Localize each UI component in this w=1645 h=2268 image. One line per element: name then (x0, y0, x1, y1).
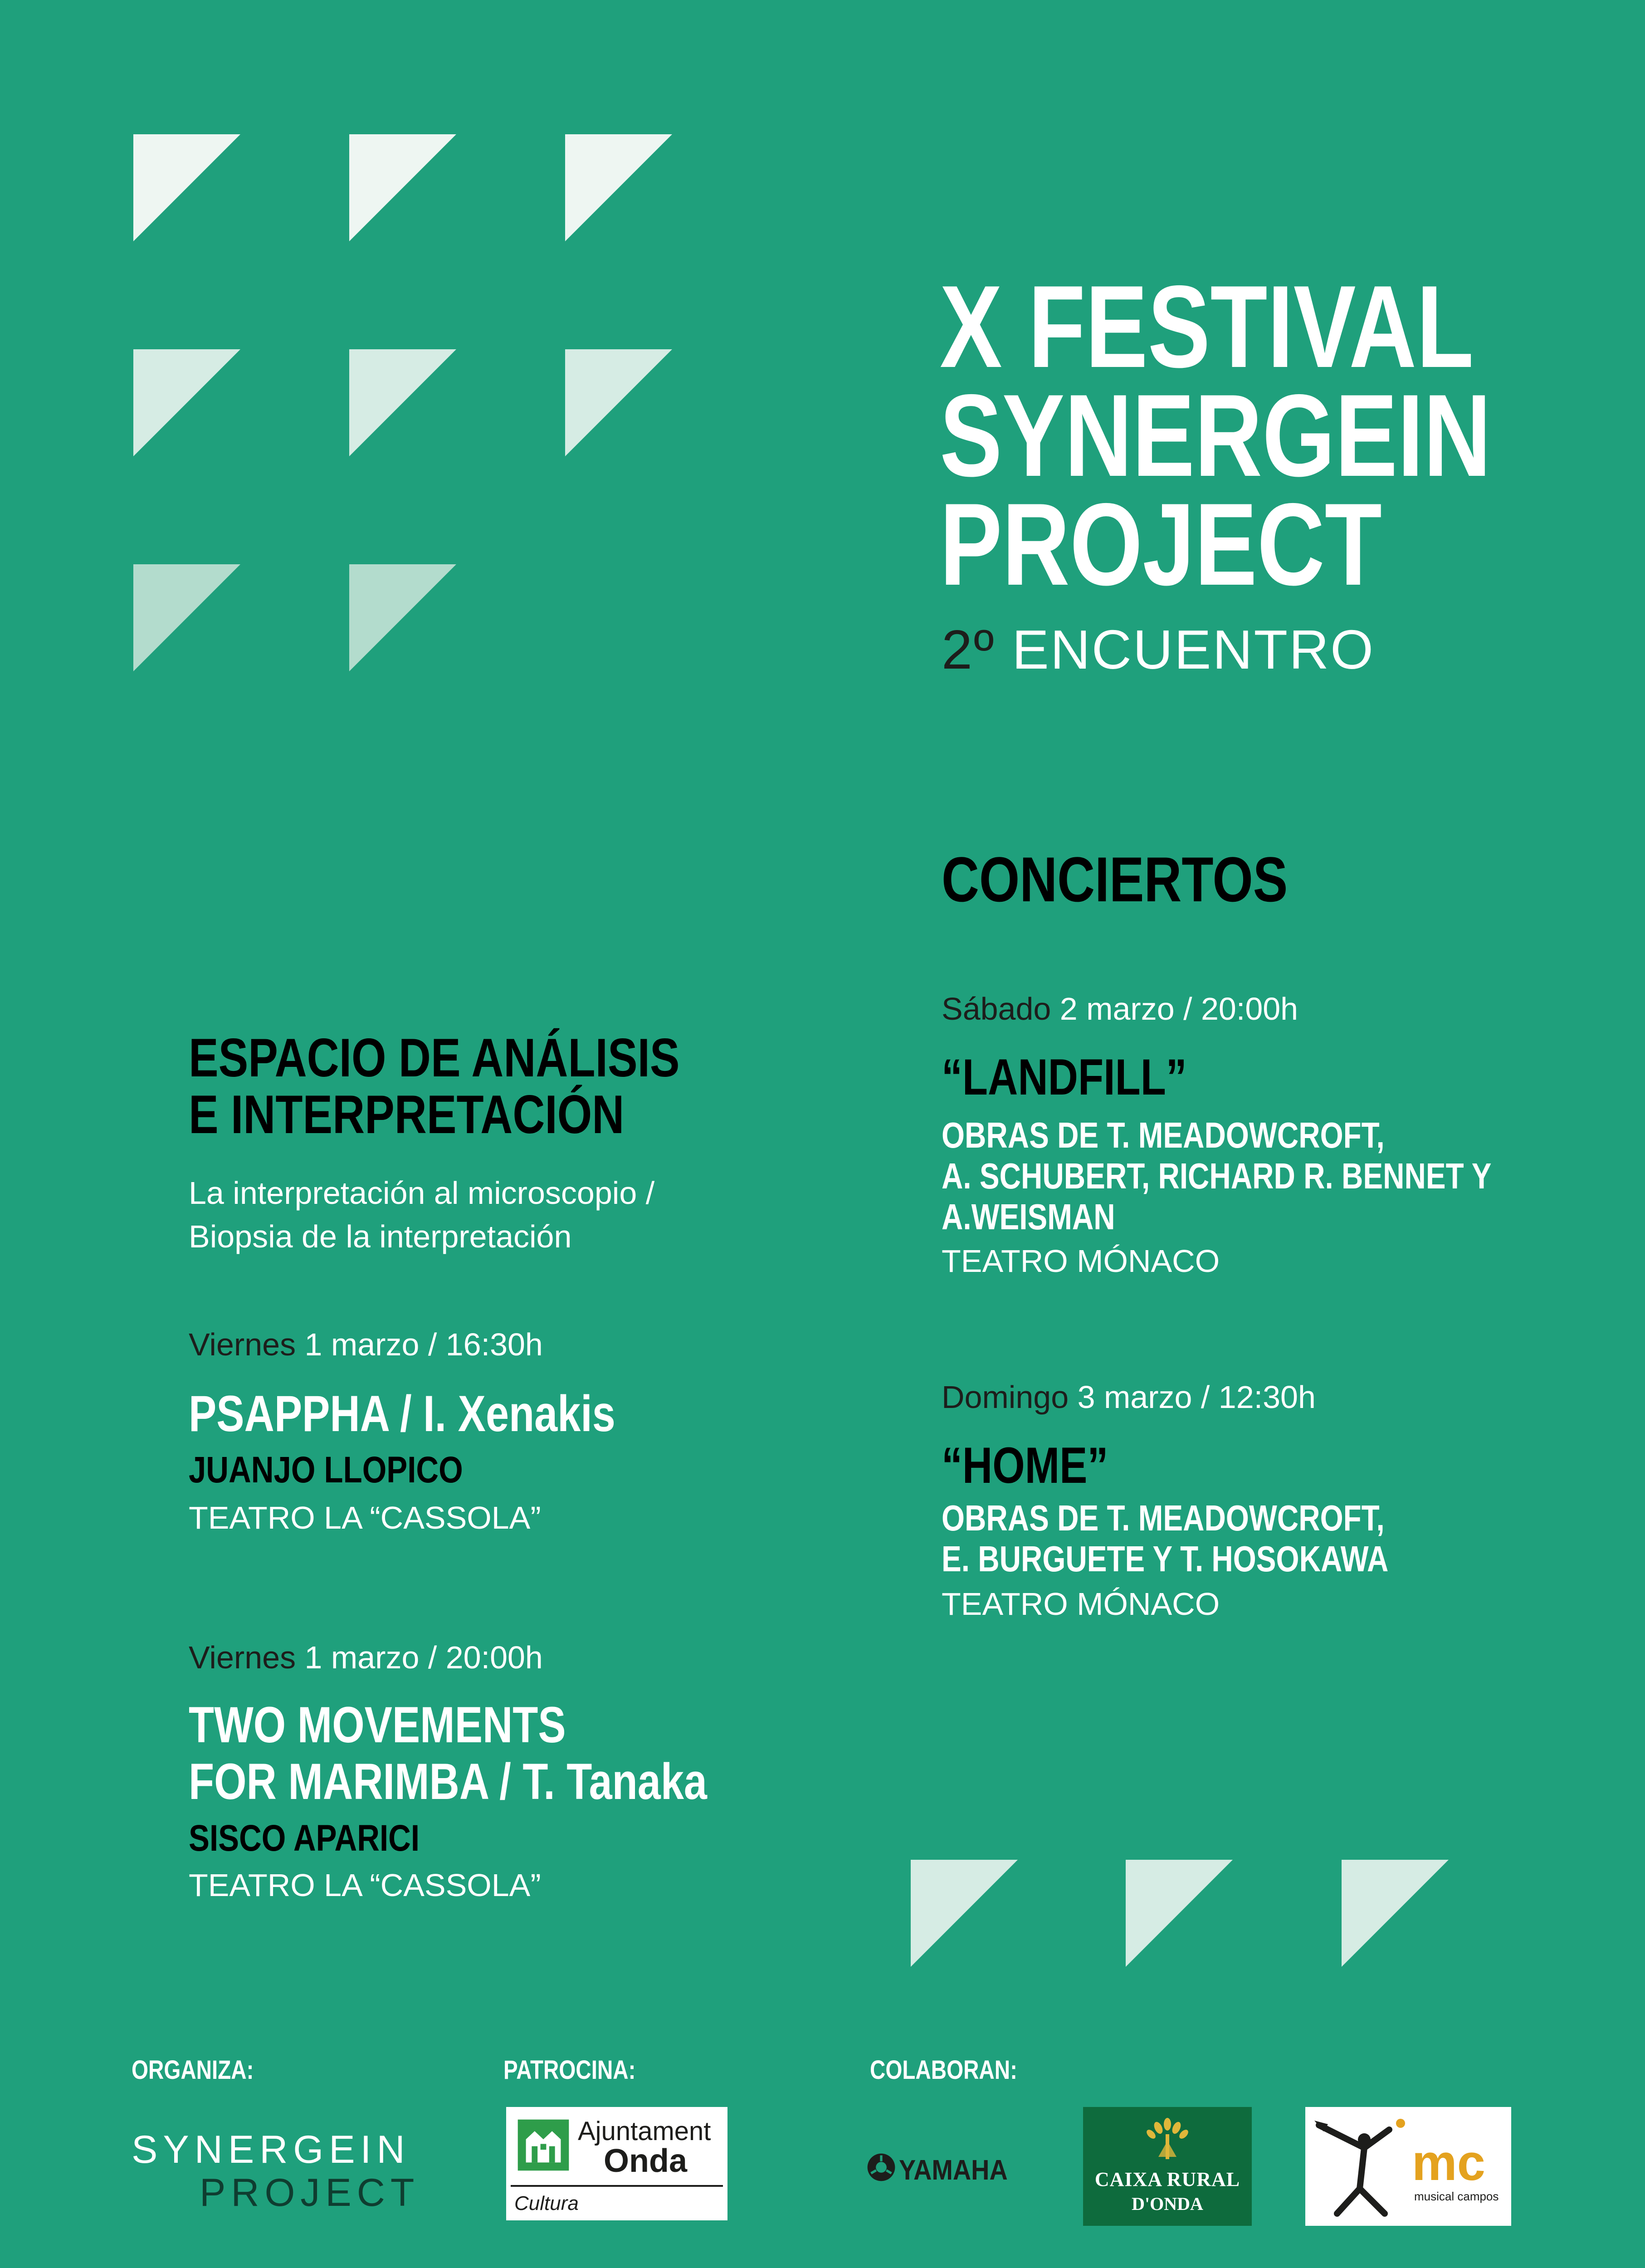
event-day: Viernes (189, 1640, 296, 1675)
event-date (189, 1326, 543, 1363)
performer-name: JUANJO LLOPICO (189, 1449, 463, 1491)
triangle-decoration (1126, 1860, 1233, 1967)
festival-title-line: SYNERGEIN (940, 370, 1491, 501)
wheat-sheaf-icon (1145, 2114, 1190, 2163)
encounter-label: ENCUENTRO (1012, 619, 1375, 680)
colaboran-label: COLABORAN: (870, 2055, 1017, 2085)
event-day: Domingo (942, 1379, 1069, 1415)
program-line: OBRAS DE T. MEADOWCROFT, (942, 1115, 1385, 1155)
triangle-decoration (911, 1860, 1018, 1967)
triangle-decoration (565, 349, 672, 456)
concert-title: “LANDFILL” (942, 1049, 1187, 1105)
event-day: Sábado (942, 991, 1051, 1026)
logo-text: YAMAHA (899, 2155, 1008, 2186)
event-day: Viernes (189, 1327, 296, 1362)
event-datetime: 2 marzo / 20:00h (1059, 991, 1298, 1026)
event-datetime: 1 marzo / 16:30h (304, 1327, 543, 1362)
event-datetime: 1 marzo / 20:00h (304, 1640, 543, 1675)
analysis-subtitle-line: La interpretación al microscopio / (189, 1175, 655, 1211)
program-line: E. BURGUETE Y T. HOSOKAWA (942, 1539, 1389, 1579)
triangle-decoration (133, 349, 240, 456)
festival-title-line: PROJECT (940, 479, 1382, 610)
triangle-decoration (565, 134, 672, 241)
triangle-decoration (349, 564, 456, 671)
encounter-subtitle (942, 618, 1375, 681)
event-date (189, 1639, 543, 1676)
logo-text: musical campos (1414, 2190, 1499, 2203)
triangle-decoration (349, 349, 456, 456)
encounter-number: 2º (942, 619, 996, 680)
festival-title-line: X FESTIVAL (940, 261, 1474, 392)
festival-title (940, 261, 1491, 610)
triangle-decoration (133, 564, 240, 671)
onda-emblem-icon (514, 2116, 572, 2174)
logo-text: Ajuntament (578, 2116, 711, 2146)
work-title-line: FOR MARIMBA / T. Tanaka (189, 1753, 707, 1810)
venue: TEATRO MÓNACO (942, 1586, 1220, 1622)
trumpeter-figure-icon (1310, 2112, 1410, 2220)
logo-text: Onda (604, 2143, 688, 2179)
venue: TEATRO LA “CASSOLA” (189, 1500, 541, 1535)
concerts-heading: CONCIERTOS (942, 844, 1288, 915)
event-date (942, 991, 1298, 1027)
logo-text: PROJECT (200, 2171, 420, 2214)
program-line: OBRAS DE T. MEADOWCROFT, (942, 1498, 1385, 1538)
work-title-line: TWO MOVEMENTS (189, 1696, 566, 1753)
caixa-rural-logo (1083, 2107, 1252, 2226)
logo-text: SYNERGEIN (132, 2128, 410, 2171)
organiza-label: ORGANIZA: (132, 2055, 254, 2085)
program-line: A. SCHUBERT, RICHARD R. BENNET Y (942, 1156, 1492, 1196)
work-title (189, 1696, 707, 1810)
triangle-decoration (349, 134, 456, 241)
event-date (942, 1379, 1316, 1415)
performer-name: SISCO APARICI (189, 1818, 420, 1859)
musical-campos-logo (1305, 2107, 1511, 2226)
work-title: PSAPPHA / I. Xenakis (189, 1385, 615, 1442)
ajuntament-onda-logo (506, 2107, 727, 2220)
program-line: A.WEISMAN (942, 1197, 1115, 1237)
logo-text: CAIXA RURAL (1094, 2168, 1240, 2190)
triangle-decoration (133, 134, 240, 241)
synergein-project-logo (132, 2127, 420, 2214)
logo-divider (511, 2185, 723, 2187)
analysis-subtitle (189, 1171, 654, 1258)
analysis-subtitle-line: Biopsia de la interpretación (189, 1219, 572, 1254)
logo-text: D'ONDA (1132, 2194, 1203, 2214)
concert-program (942, 1498, 1388, 1579)
triangle-decoration (1342, 1860, 1449, 1967)
yamaha-tuning-forks-icon (866, 2152, 896, 2182)
analysis-heading (189, 1027, 680, 1145)
venue: TEATRO MÓNACO (942, 1243, 1220, 1279)
venue: TEATRO LA “CASSOLA” (189, 1867, 541, 1903)
patrocina-label: PATROCINA: (503, 2055, 636, 2085)
event-datetime: 3 marzo / 12:30h (1077, 1379, 1316, 1415)
concert-program (942, 1115, 1491, 1237)
analysis-heading-line: ESPACIO DE ANÁLISIS (189, 1027, 680, 1088)
analysis-heading-line: E INTERPRETACIÓN (189, 1084, 625, 1145)
logo-text: mc (1412, 2134, 1485, 2191)
concert-title: “HOME” (942, 1437, 1108, 1494)
logo-text: Cultura (514, 2192, 579, 2214)
